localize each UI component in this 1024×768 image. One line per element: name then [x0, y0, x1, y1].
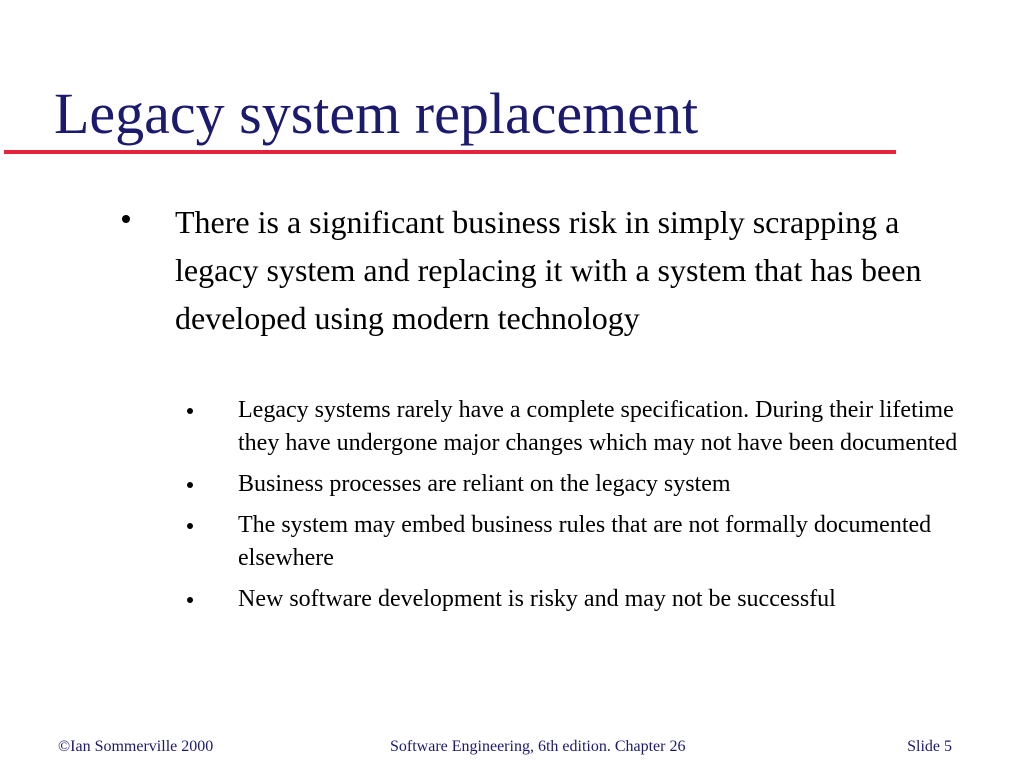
bullet-dot-icon: [187, 523, 193, 529]
bullet-dot-icon: [187, 482, 193, 488]
sub-bullet-text: New software development is risky and may not be successful: [238, 586, 836, 612]
sub-bullet: [187, 583, 967, 616]
sub-bullet-text: Business processes are reliant on the legacy system: [238, 471, 731, 497]
main-bullet-text: There is a significant business risk in simply scrapping a legacy system and replacing it with a system that has been developed using modern technology: [175, 204, 922, 336]
sub-bullet-text: The system may embed business rules that are not formally documented elsewhere: [238, 512, 932, 571]
sub-bullet: [187, 509, 967, 575]
sub-bullet-text: Legacy systems rarely have a complete specification. During their lifetime they have undergone major changes which may not have been documented: [238, 397, 958, 456]
sub-bullet-list: [187, 394, 967, 624]
sub-bullet: [187, 394, 967, 460]
slide-title: Legacy system replacement: [54, 81, 699, 146]
bullet-dot-icon: [187, 408, 193, 414]
bullet-dot-icon: [122, 215, 130, 223]
sub-bullet: [187, 468, 967, 501]
footer-book-title: Software Engineering, 6th edition. Chapter 26: [390, 738, 686, 755]
title-underline: [4, 150, 896, 154]
bullet-dot-icon: [187, 597, 193, 603]
footer-slide-number: Slide 5: [907, 738, 952, 755]
footer-copyright: ©Ian Sommerville 2000: [58, 738, 214, 755]
